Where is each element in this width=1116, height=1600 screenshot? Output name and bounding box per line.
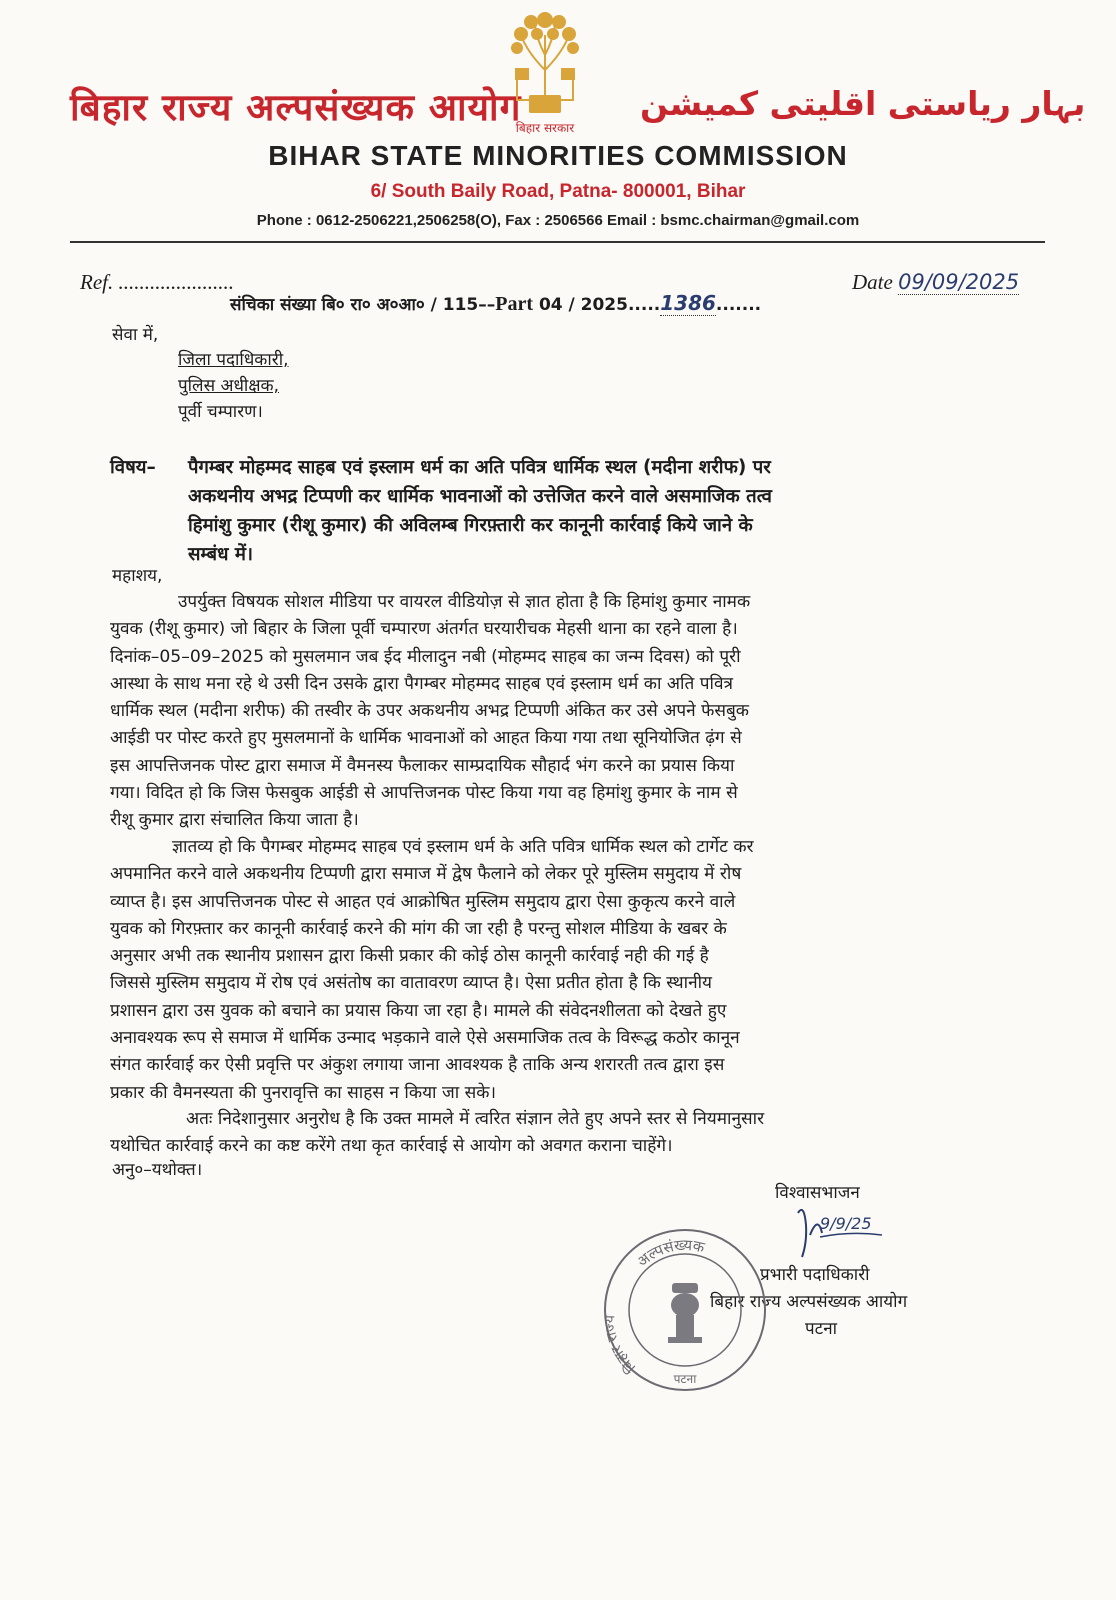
body-line: प्रकार की वैमनस्यता की पुनरावृत्ति का साहस न किया जा सके। xyxy=(110,1082,496,1103)
official-seal-stamp xyxy=(600,1225,770,1395)
body-line: धार्मिक स्थल (मदीना शरीफ) की तस्वीर के उपर अकथनीय अभद्र टिप्पणी अंकित कर उसे अपने फेसबुक xyxy=(110,701,749,722)
body-line: युवक (रीशू कुमार) जो बिहार के जिला पूर्वी चम्पारण अंतर्गत घरयारीचक मेहसी थाना का रहने वाला है। xyxy=(110,619,738,640)
body-line: इस आपत्तिजनक पोस्ट द्वारा समाज में वैमनस्य फैलाकर साम्प्रदायिक सौहार्द भंग करने का प्रयास किया xyxy=(110,755,735,776)
body-line: आस्था के साथ मना रहे थे उसी दिन उसके द्वारा पैगम्बर मोहम्मद साहब एवं इस्लाम धर्म का अति पवित्र xyxy=(110,673,733,694)
addressee-line: पूर्वी चम्पारण। xyxy=(178,402,263,422)
letterhead-english-name: BIHAR STATE MINORITIES COMMISSION xyxy=(268,140,848,171)
closing-yours: विश्वासभाजन xyxy=(775,1183,860,1203)
subject-line: हिमांशु कुमार (रीशू कुमार) की अविलम्ब गिरफ़्तारी कर कानूनी कार्रवाई किये जाने के xyxy=(188,515,753,536)
emblem-caption: बिहार सरकार xyxy=(515,121,575,135)
file-suffix: 04 / 2025..... xyxy=(538,295,661,315)
paragraph-1 xyxy=(110,589,962,835)
signature-date: 9/9/25 xyxy=(820,1214,872,1233)
subject-line: सम्बंध में। xyxy=(188,544,253,565)
body-line: यथोचित कार्रवाई करने का कष्ट करेंगे तथा कृत कार्रवाई से आयोग को अवगत कराना चाहेंगे। xyxy=(110,1136,673,1157)
body-line: अतः निदेशानुसार अनुरोध है कि उक्त मामले में त्वरित संज्ञान लेते हुए अपने स्तर से नियमानुसार xyxy=(186,1109,765,1129)
body-line: दिनांक–05–09–2025 को मुसलमान जब ईद मीलादुन नबी (मोहम्मद साहब का जन्म दिवस) को पूरी xyxy=(110,646,741,667)
body-line: अपमानित करने वाले अकथनीय टिप्पणी द्वारा समाज में द्वेष फैलाने को लेकर पूरे मुस्लिम समुदाय में रोष xyxy=(110,864,742,885)
body-line: अनावश्यक रूप से समाज में धार्मिक उन्माद भड़काने वाले ऐसे असमाजिक तत्व के विरूद्ध कठोर कानून xyxy=(110,1028,740,1049)
handwritten-signature xyxy=(790,1195,890,1265)
file-part: Part xyxy=(495,293,534,315)
svg-text:बिहार राज्य xyxy=(602,1314,639,1376)
subject-line: अकथनीय अभद्र टिप्पणी कर धार्मिक भावनाओं को उत्तेजित करने वाले असमाजिक तत्व xyxy=(188,486,772,507)
body-line: गया। विदित हो कि जिस फेसबुक आईडी से आपत्तिजनक पोस्ट किया गया वह हिमांशु कुमार के नाम से xyxy=(110,783,738,804)
letterhead-contact: Phone : 0612-2506221,2506258(O), Fax : 2506566 Email : bsmc.chairman@gmail.com xyxy=(256,212,860,229)
letterhead-divider xyxy=(70,241,1045,243)
body-line: ज्ञातव्य हो कि पैगम्बर मोहम्मद साहब एवं इस्लाम धर्म के अति पवित्र धार्मिक स्थल को टार्गेट कर xyxy=(172,837,754,857)
date-value: 09/09/2025 xyxy=(898,270,1020,294)
enclosure: अनु०–यथोक्त। xyxy=(112,1160,203,1180)
letterhead-address: 6/ South Baily Road, Patna- 800001, Bihar xyxy=(370,181,746,202)
stamp-top-text: अल्पसंख्यक xyxy=(633,1235,707,1271)
body-line: युवक को गिरफ़्तार कर कानूनी कार्रवाई करने की मांग की जा रही है परन्तु सोशल मीडिया के खबर के xyxy=(110,918,727,939)
body-line: जिससे मुस्लिम समुदाय में रोष एवं असंतोष का वातावरण व्याप्त है। ऐसा प्रतीत होता है कि स्थानीय xyxy=(110,973,713,994)
closing-designation: प्रभारी पदाधिकारी xyxy=(760,1265,870,1285)
stamp-bottom-text: पटना xyxy=(673,1372,697,1386)
letterhead-hindi-name: बिहार राज्य अल्पसंख्यक आयोग xyxy=(70,85,522,129)
paragraph-2 xyxy=(110,834,962,1107)
salutation-to: सेवा में, xyxy=(112,325,159,345)
subject-line: पैगम्बर मोहम्मद साहब एवं इस्लाम धर्म का अति पवित्र धार्मिक स्थल (मदीना शरीफ) पर xyxy=(188,457,771,478)
bihar-emblem-logo xyxy=(495,0,595,140)
letter-number: 1386 xyxy=(660,291,716,315)
letter-number-trail: ....... xyxy=(715,295,762,315)
stamp-left-text: बिहार राज्य xyxy=(602,1314,639,1376)
date-line xyxy=(852,270,1019,295)
file-prefix: संचिका संख्या बि० रा० अ०आ० / 115–– xyxy=(230,295,496,315)
subject-block xyxy=(110,453,960,569)
body-line: रीशू कुमार द्वारा संचालित किया जाता है। xyxy=(110,810,359,831)
body-line: अनुसार अभी तक स्थानीय प्रशासन द्वारा किसी प्रकार की कोई ठोस कानूनी कार्रवाई नही की गई है xyxy=(110,946,709,967)
date-label: Date xyxy=(852,270,893,294)
body-line: आईडी पर पोस्ट करते हुए मुसलमानों के धार्मिक भावनाओं को आहत किया गया तथा सूनियोजित ढ़ंग से xyxy=(110,728,742,749)
subject-label: विषय– xyxy=(110,457,156,478)
body-line: संगत कार्रवाई कर ऐसी प्रवृत्ति पर अंकुश लगाया जाना आवश्यक है ताकि अन्य शरारती तत्व द्वारा इस xyxy=(110,1055,725,1076)
closing-office: बिहार राज्य अल्पसंख्यक आयोग xyxy=(710,1292,908,1312)
addressee-line: जिला पदाधिकारी, xyxy=(178,350,289,370)
ref-label: Ref. ...................... xyxy=(80,270,234,294)
file-number xyxy=(230,291,761,316)
body-line: उपर्युक्त विषयक सोशल मीडिया पर वायरल वीडियोज़ से ज्ञात होता है कि हिमांशु कुमार नामक xyxy=(178,592,751,612)
letterhead-urdu-name: بہار ریاستی اقلیتی کمیشن xyxy=(640,84,1086,123)
closing-city: पटना xyxy=(805,1319,838,1339)
addressee-line: पुलिस अधीक्षक, xyxy=(178,376,279,396)
body-line: प्रशासन द्वारा उस युवक को बचाने का प्रयास किया जा रहा है। मामले की संवेदनशीलता को देखते हुए xyxy=(110,1000,727,1021)
paragraph-3 xyxy=(110,1106,962,1161)
body-line: व्याप्त है। इस आपत्तिजनक पोस्ट से आहत एवं आक्रोषित मुस्लिम समुदाय द्वारा ऐसा कुकृत्य करने वाले xyxy=(110,891,736,912)
greeting: महाशय, xyxy=(112,566,163,586)
